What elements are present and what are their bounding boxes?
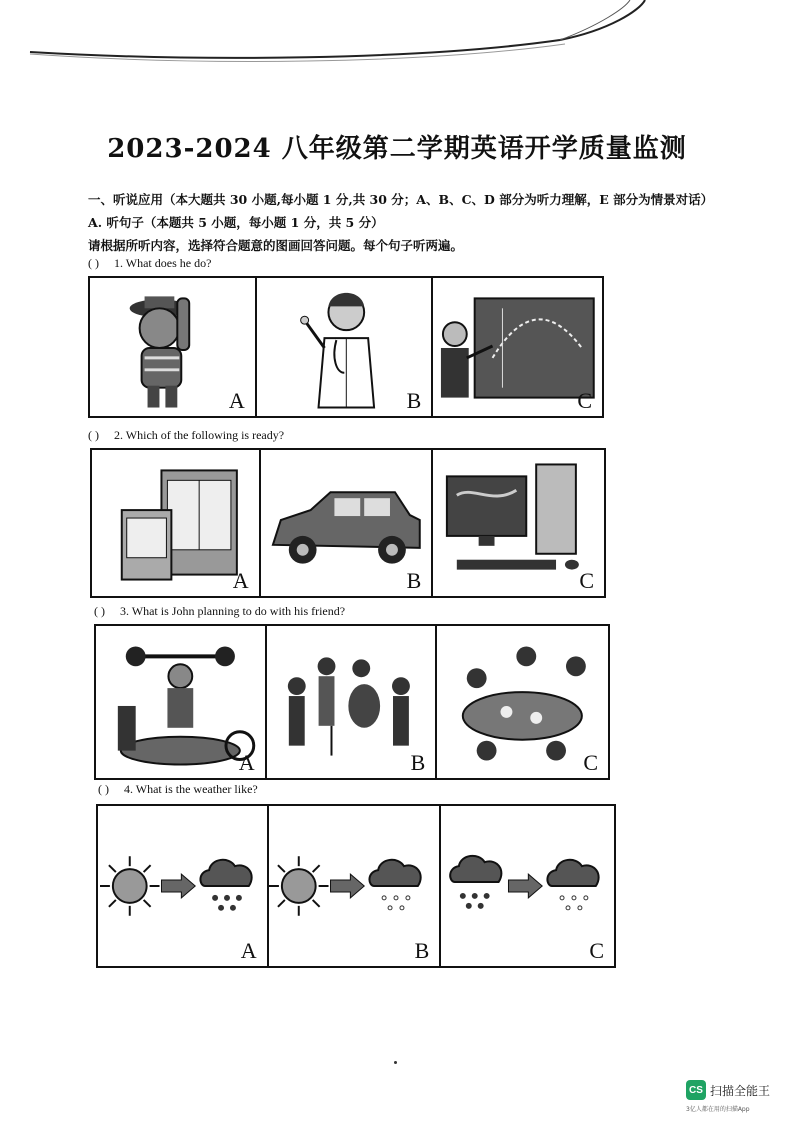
question-3 [94, 604, 345, 619]
option-label: C [579, 568, 594, 593]
question-2-options [90, 448, 606, 598]
option-label: B [410, 750, 426, 775]
option-label: C [589, 938, 605, 963]
option-b-concert[interactable] [267, 626, 438, 778]
option-label: C [583, 750, 598, 775]
question-text: 4. What is the weather like? [124, 782, 258, 796]
page-curl-edge [0, 0, 794, 70]
scanner-tagline: 3亿人都在用的扫描App [686, 1106, 750, 1113]
exam-title: 2023-2024 八年级第二学期英语开学质量监测 [107, 134, 687, 164]
option-label: B [414, 938, 430, 963]
option-b-doctor[interactable] [257, 278, 434, 416]
option-a-sunny-to-snowy[interactable] [98, 806, 269, 966]
answer-blank: ( ) [94, 604, 105, 618]
option-label: A [240, 938, 257, 963]
option-a-wardrobe[interactable] [92, 450, 261, 596]
option-label: B [406, 568, 422, 593]
question-2 [88, 428, 284, 443]
question-text: 2. Which of the following is ready? [114, 428, 285, 442]
option-c-teacher[interactable] [433, 278, 602, 416]
question-text: 1. What does he do? [114, 256, 212, 270]
question-3-options [94, 624, 610, 780]
option-c-snowy-to-rainy[interactable] [441, 806, 614, 966]
doctor-icon [257, 278, 432, 416]
part-a-heading: A. 听句子（本题共 5 小题，每小题 1 分，共 5 分） [88, 215, 384, 230]
scan-speck [394, 1061, 397, 1064]
option-b-car[interactable] [261, 450, 434, 596]
scanner-name: 扫描全能王 [710, 1083, 771, 1098]
option-label: A [238, 750, 255, 775]
instruction-text: 请根据所听内容，选择符合题意的图画回答问题。每个句子听两遍。 [88, 238, 464, 253]
question-4-options [96, 804, 616, 968]
option-a-circus[interactable] [96, 626, 267, 778]
answer-blank: ( ) [88, 256, 99, 270]
option-label: B [406, 388, 422, 413]
scanner-badge [686, 1080, 770, 1100]
option-b-sunny-to-rainy[interactable] [269, 806, 442, 966]
answer-blank: ( ) [98, 782, 109, 796]
option-label: A [228, 388, 245, 413]
option-c-computer[interactable] [433, 450, 604, 596]
question-4 [98, 782, 258, 797]
camscanner-logo-icon: CS [686, 1080, 706, 1100]
section-heading: 一、听说应用（本大题共 30 小题,每小题 1 分,共 30 分；A、B、C、D 部分为听力理解，E 部分为情景对话） [88, 192, 714, 207]
question-text: 3. What is John planning to do with his friend? [120, 604, 346, 618]
option-a-traffic-police[interactable] [90, 278, 257, 416]
question-1-options [88, 276, 604, 418]
answer-blank: ( ) [88, 428, 99, 442]
question-1 [88, 256, 211, 271]
snow-cloud-to-rain-cloud-icon [441, 806, 614, 966]
option-label: C [577, 388, 592, 413]
option-c-dinner[interactable] [437, 626, 608, 778]
option-label: A [232, 568, 249, 593]
